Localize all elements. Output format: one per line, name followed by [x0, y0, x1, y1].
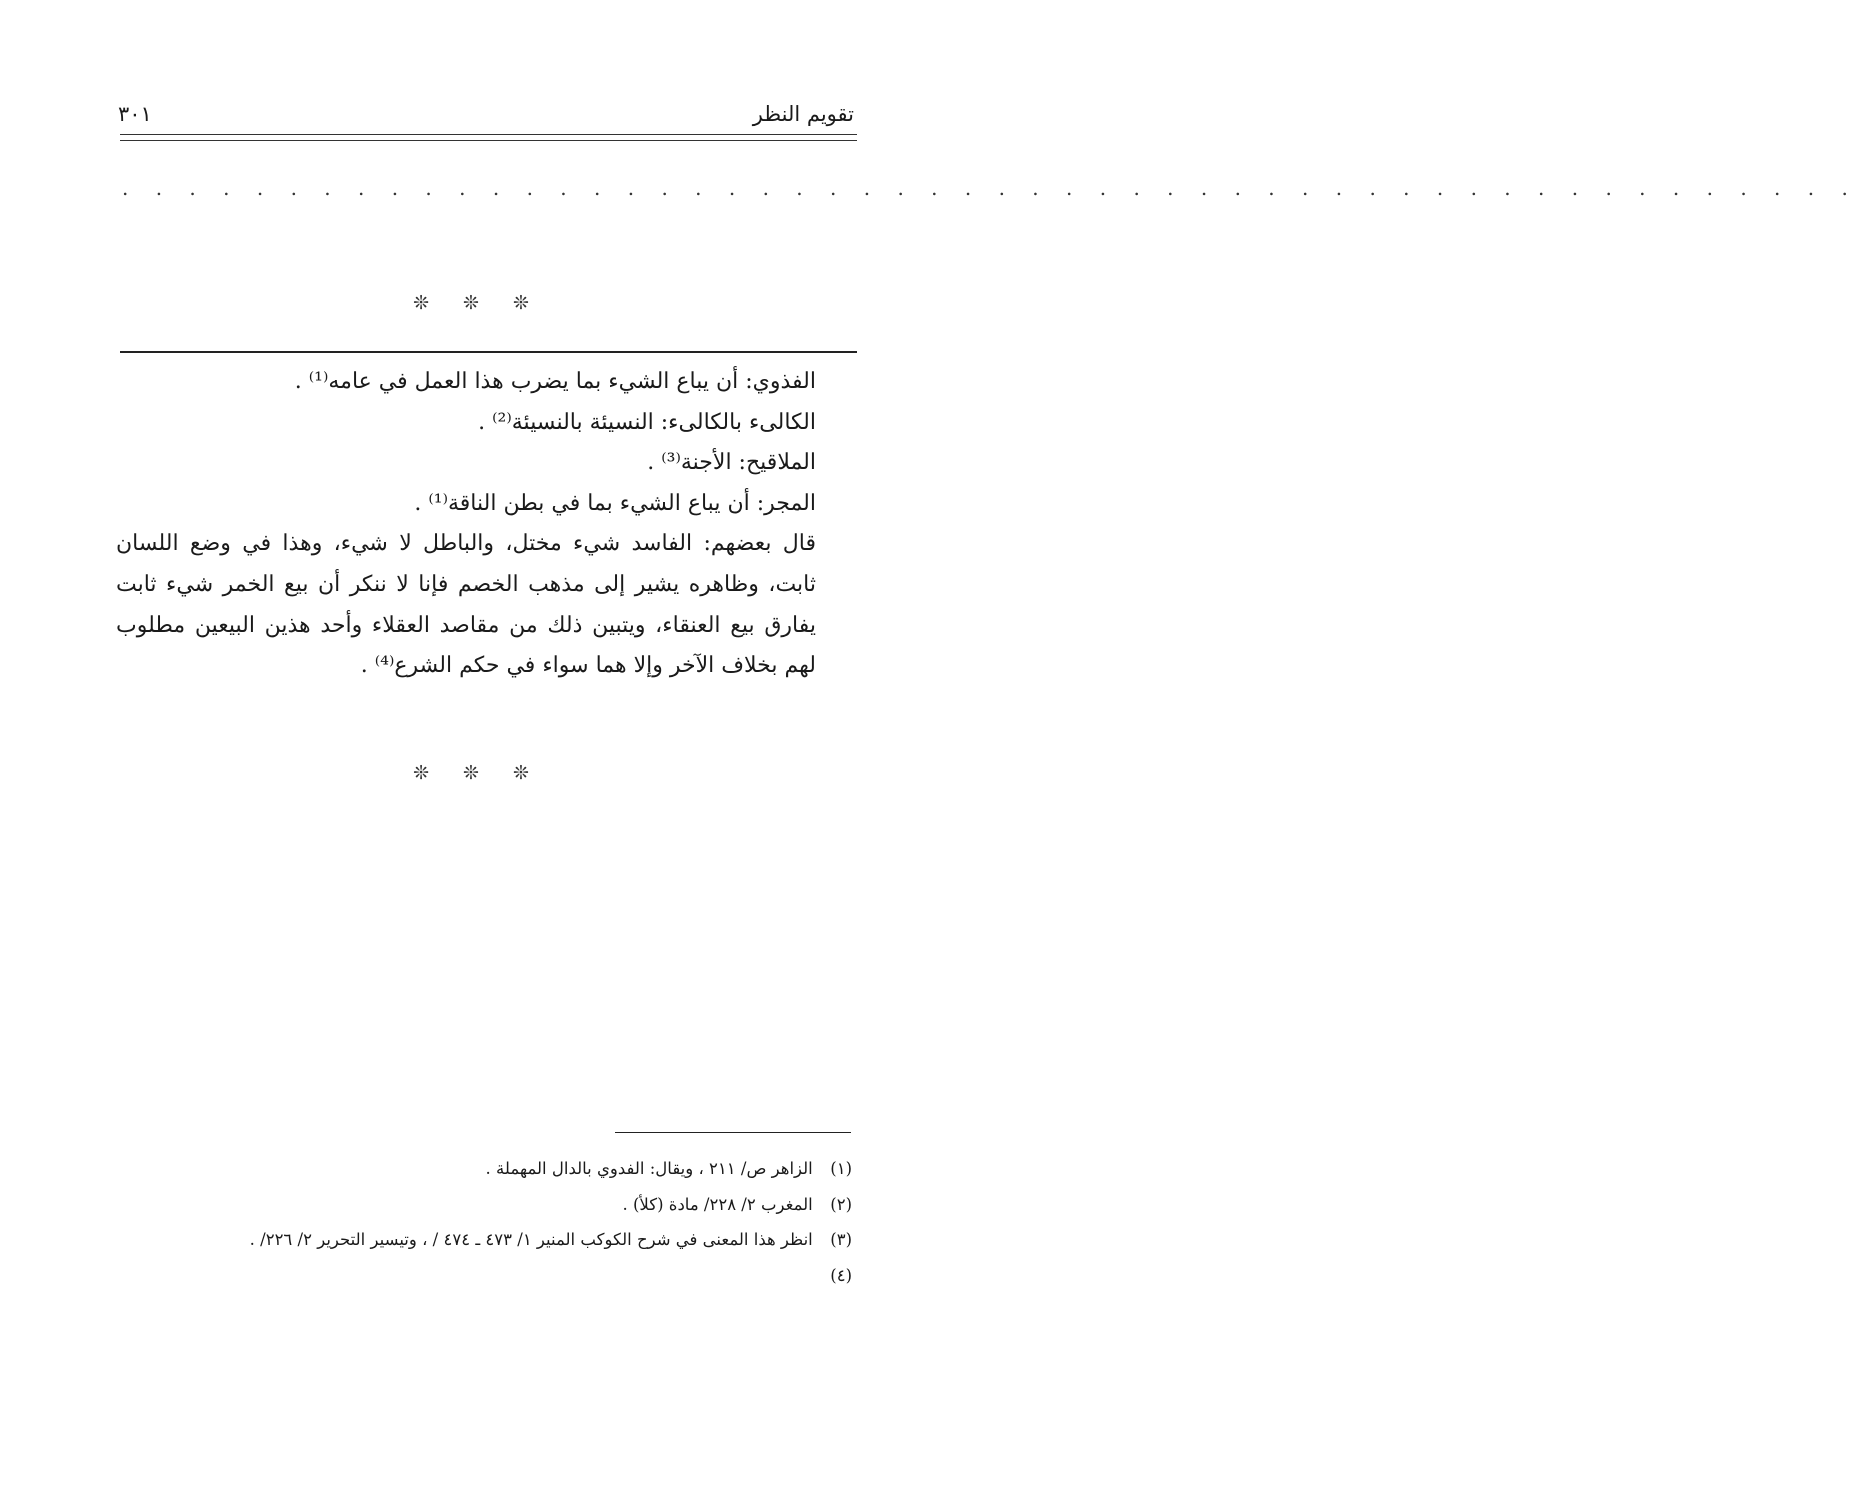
footnote-number: (٤) — [830, 1265, 852, 1285]
definition-line: الفذوي: أن يباع الشيء بما يضرب هذا العمل في عامه⁽¹⁾ . — [294, 369, 816, 394]
running-header-title: تقويم النظر — [752, 102, 854, 126]
footnote — [150, 1222, 852, 1258]
header-rule-bottom — [120, 140, 857, 141]
section-separator-stars: ❊ ❊ ❊ — [413, 762, 543, 784]
page-number: ٣٠١ — [118, 102, 152, 126]
main-text — [116, 362, 816, 687]
footnote-number: (٢) — [830, 1194, 852, 1214]
definition-line: الكالىء بالكالىء: النسيئة بالنسيئة⁽²⁾ . — [478, 409, 816, 435]
footnote-number: (١) — [830, 1159, 852, 1178]
footnote — [150, 1187, 852, 1223]
section-rule — [120, 351, 857, 353]
body-paragraph: قال بعضهم: الفاسد شيء مختل، والباطل لا شيء، وهذا في وضع اللسان ثابت، وظاهره يشير إلى مذهب الخصم فإنا لا ننكر أن بيع الخمر شيء ثابت يفارق بيع العنقاء، ويتبين ذلك من مقاصد العقلاء وأحد هذين البيعين مطلوب لهم بخلاف الآخر وإلا هما سواء في حكم الشرع⁽⁴⁾ . — [116, 531, 816, 679]
footnote-rule — [615, 1132, 851, 1133]
footnote-text: الزاهر ص/ ٢١١ ، ويقال: الفدوي بالدال المهملة . — [485, 1159, 813, 1178]
footnote — [150, 1151, 852, 1187]
definition-line: الملاقيح: الأجنة⁽³⁾ . — [647, 450, 816, 476]
footnote-number: (٣) — [830, 1230, 852, 1249]
section-separator-stars: ❊ ❊ ❊ — [413, 292, 543, 314]
definition-line: المجر: أن يباع الشيء بما في بطن الناقة⁽¹⁾ . — [414, 490, 816, 516]
footnotes — [150, 1151, 852, 1293]
footnote-text: المغرب ٢/ ٢٢٨/ مادة (كلأ) . — [622, 1194, 813, 1214]
header-rule-top — [120, 134, 857, 135]
footnote — [150, 1258, 852, 1294]
ellipsis-dots: . . . . . . . . . . . . . . . . . . . . . . . . . . . . . . . . . . . . . . . . . . . . . . . . . . . . — [122, 176, 1858, 200]
footnote-text: انظر هذا المعنى في شرح الكوكب المنير ١/ ٤٧٣ ـ ٤٧٤ / ، وتيسير التحرير ٢/ ٢٢٦/ . — [249, 1230, 813, 1249]
